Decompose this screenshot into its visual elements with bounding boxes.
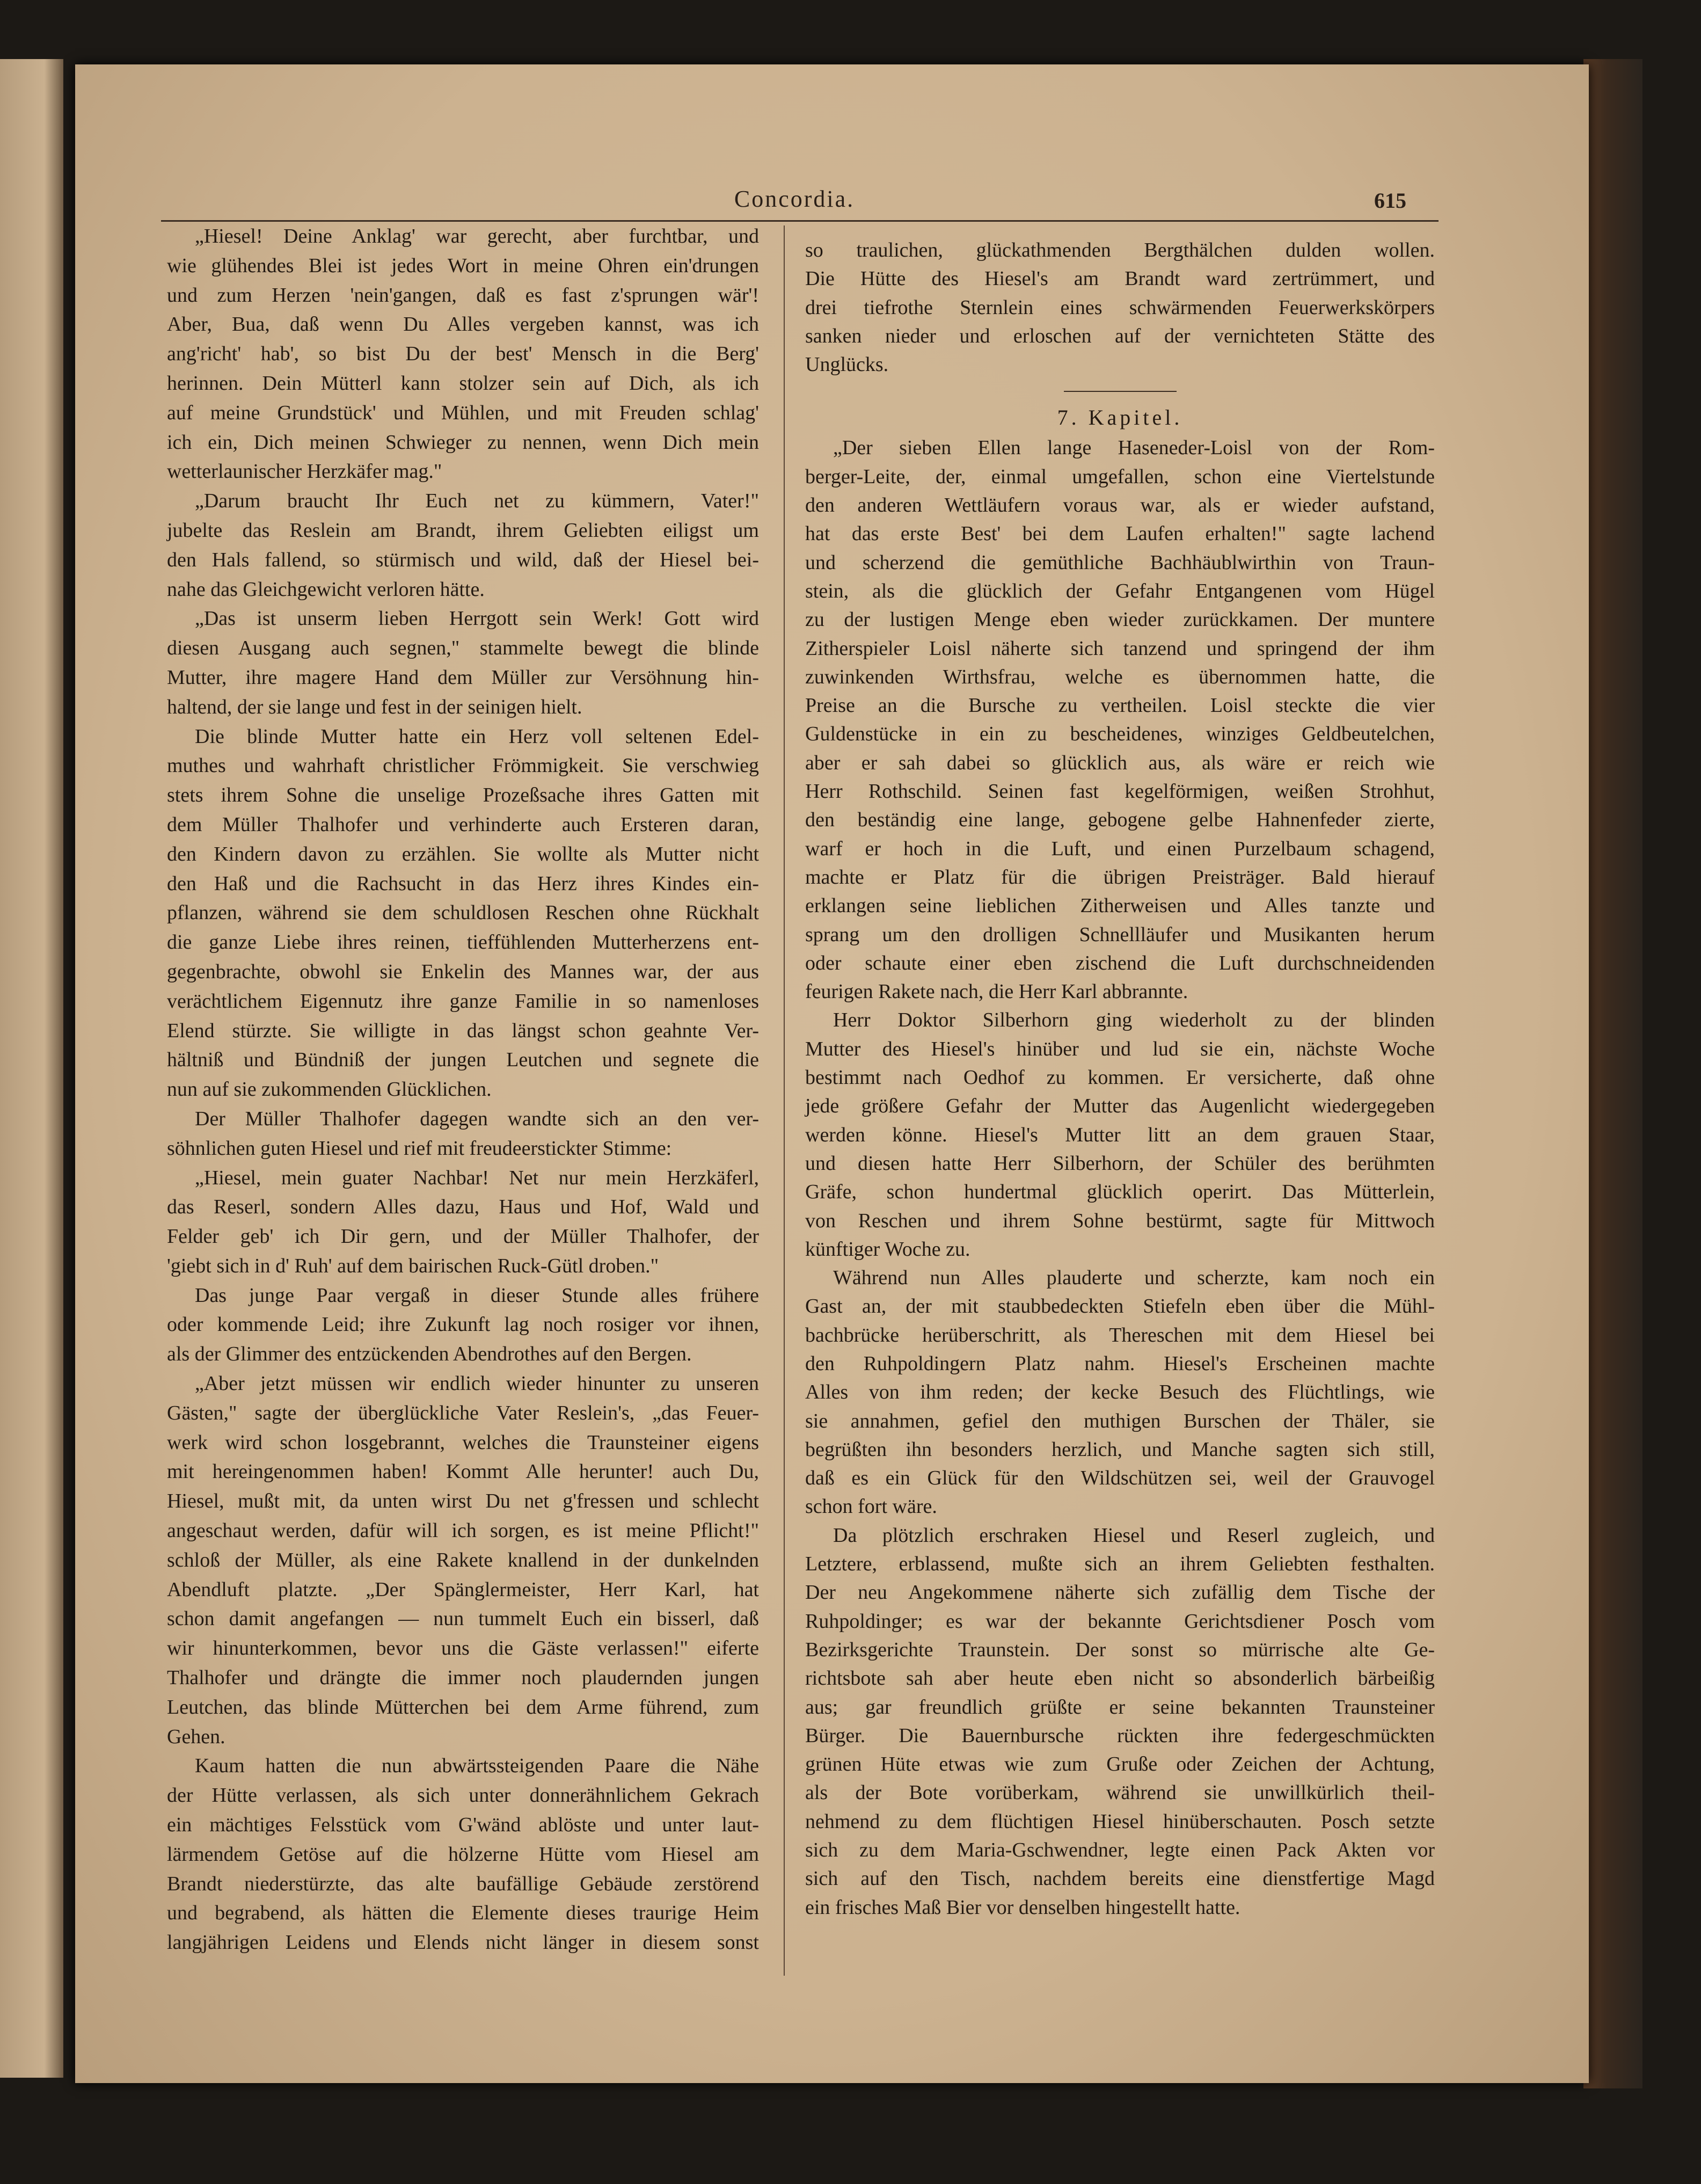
text-line: drei tiefrothe Sternlein eines schwärmenden Feuerwerkskörpers [805, 296, 1435, 319]
text-line: aus; gar freundlich grüßte er seine bekannten Traunsteiner [805, 1695, 1435, 1719]
text-line: „Aber jetzt müssen wir endlich wieder hinunter zu unseren [195, 1372, 759, 1395]
text-line: pflanzen, während sie dem schuldlosen Reschen ohne Rückhalt [167, 901, 759, 924]
text-line: Der Müller Thalhofer dagegen wandte sich an den ver- [195, 1107, 759, 1130]
text-line: Letztere, erblassend, mußte sich an ihrem Geliebten festhalten. [805, 1553, 1435, 1576]
text-line: Ruhpoldinger; es war der bekannte Gerichtsdiener Posch vom [805, 1610, 1435, 1633]
text-line: stets ihrem Sohne die unselige Prozeßsache ihres Gatten mit [167, 784, 759, 807]
text-line: hat das erste Best' bei dem Laufen erhalten!" sagte lachend [805, 522, 1435, 545]
text-line: berger-Leite, der, einmal umgefallen, schon eine Viertelstunde [805, 465, 1435, 488]
paragraph [167, 1281, 759, 1369]
section-separator [1064, 391, 1177, 392]
text-line: zu der lustigen Menge eben wieder zurückkamen. Der muntere [805, 608, 1435, 631]
text-line: Guldenstücke in ein zu bescheidenes, winziges Geldbeutelchen, [805, 723, 1435, 746]
text-line: sanken nieder und erloschen auf der vernichteten Stätte des [805, 324, 1435, 347]
text-line: Mutter des Hiesel's hinüber und lud sie ein, nächste Woche [805, 1037, 1435, 1060]
text-line: sich zu dem Maria-Gschwendner, legte einen Pack Akten vor [805, 1839, 1435, 1862]
text-line: den Haß und die Rachsucht in das Herz ihres Kindes ein- [167, 872, 759, 895]
text-line: den Kindern davon zu erzählen. Sie wollte als Mutter nicht [167, 842, 759, 865]
text-line: schon fort wäre. [805, 1495, 937, 1518]
text-line: diesen Ausgang auch segnen," stammelte bewegt die blinde [167, 637, 759, 660]
text-line: hältniß und Bündniß der jungen Leutchen und segnete die [167, 1049, 759, 1072]
text-line: wir hinunterkommen, bevor uns die Gäste verlassen!" eiferte [167, 1637, 759, 1660]
text-line: Hiesel, mußt mit, da unten wirst Du net g'fressen und schlecht [167, 1490, 759, 1513]
text-line: Das junge Paar vergaß in dieser Stunde alles frühere [195, 1284, 759, 1307]
text-line: jubelte das Reslein am Brandt, ihrem Geliebten eiligst um [167, 519, 759, 542]
paragraph [167, 1163, 759, 1281]
text-line: werk wird schon losgebrannt, welches die Traunsteiner eigens [167, 1431, 759, 1454]
text-line: „Hiesel, mein guater Nachbar! Net nur mein Herzkäferl, [195, 1166, 759, 1189]
text-line: angeschaut werden, dafür will ich sorgen, es ist meine Pflicht!" [167, 1519, 759, 1542]
text-line: herinnen. Dein Mütterl kann stolzer sein auf Dich, als ich [167, 372, 759, 395]
text-line: Zitherspieler Loisl näherte sich tanzend und springend der ihm [805, 637, 1435, 660]
text-line: Die Hütte des Hiesel's am Brandt ward zertrümmert, und [805, 267, 1435, 290]
page-number: 615 [1374, 188, 1406, 213]
text-line: daß es ein Glück für den Wildschützen sei, weil der Grauvogel [805, 1467, 1435, 1490]
text-line: grünen Hüte etwas wie zum Gruße oder Zeichen der Achtung, [805, 1753, 1435, 1776]
text-line: ein frisches Maß Bier vor denselben hingestellt hatte. [805, 1896, 1240, 1919]
text-line: erklangen seine lieblichen Zitherweisen und Alles tanzte und [805, 894, 1435, 918]
chapter-heading: 7. Kapitel. [1057, 405, 1183, 430]
text-line: Felder geb' ich Dir gern, und der Müller Thalhofer, der [167, 1225, 759, 1248]
text-line: verächtlichem Eigennutz ihre ganze Familie in so namenloses [167, 989, 759, 1013]
text-line: als der Bote vorüberkam, während sie unwillkürlich theil- [805, 1781, 1435, 1804]
text-line: wie glühendes Blei ist jedes Wort in meine Ohren ein'drungen [167, 254, 759, 277]
text-line: Thalhofer und drängte die immer noch plaudernden jungen [167, 1666, 759, 1690]
text-line: schloß der Müller, als eine Rakete knallend in der dunkelnden [167, 1548, 759, 1571]
text-line: lärmendem Getöse auf die hölzerne Hütte vom Hiesel am [167, 1843, 759, 1866]
right-column [805, 236, 1435, 1922]
text-line: werden könne. Hiesel's Mutter litt an dem grauen Staar, [805, 1123, 1435, 1146]
text-line: den anderen Wettläufern voraus war, als er wieder aufstand, [805, 494, 1435, 517]
text-line: „Darum braucht Ihr Euch net zu kümmern, Vater!" [195, 490, 759, 513]
text-line: warf er hoch in die Luft, und einen Purzelbaum schagend, [805, 837, 1435, 860]
paragraph [167, 604, 759, 722]
text-line: Gästen," sagte der überglückliche Vater Reslein's, „das Feuer- [167, 1401, 759, 1424]
text-line: den Ruhpoldingern Platz nahm. Hiesel's Erscheinen machte [805, 1352, 1435, 1375]
text-line: und scherzend die gemüthliche Bachhäublwirthin von Traun- [805, 551, 1435, 574]
text-line: oder kommende Leid; ihre Zukunft lag noch rosiger vor ihnen, [167, 1313, 759, 1336]
text-line: langjährigen Leidens und Elends nicht länger in diesem sonst [167, 1931, 759, 1954]
text-line: und zum Herzen 'nein'gangen, daß es fast z'sprungen wär'! [167, 283, 759, 307]
text-line: „Hiesel! Deine Anklag' war gerecht, aber furchtbar, und [195, 225, 759, 247]
text-line: feurigen Rakete nach, die Herr Karl abbrannte. [805, 980, 1188, 1003]
text-line: ich ein, Dich meinen Schwieger zu nennen, wenn Dich mein [167, 431, 759, 454]
paragraph [167, 722, 759, 1104]
text-line: stein, als die glücklich der Gefahr Entgangenen vom Hügel [805, 579, 1435, 602]
text-line: richtsbote sah aber heute eben nicht so absonderlich bärbeißig [805, 1667, 1435, 1690]
text-line: wetterlaunischer Herzkäfer mag." [167, 460, 442, 483]
paragraph [167, 222, 759, 486]
paragraph [167, 1369, 759, 1751]
text-line: die ganze Liebe ihres reinen, tieffühlenden Mutterherzens ent- [167, 931, 759, 954]
text-line: den beständig eine lange, gebogene gelbe Hahnenfeder zierte, [805, 809, 1435, 832]
text-line: Der neu Angekommene näherte sich zufällig dem Tische der [805, 1581, 1435, 1604]
chapter-body [805, 434, 1435, 1921]
text-line: auf meine Grundstück' und Mühlen, und mit Freuden schlag' [167, 401, 759, 424]
text-line: „Das ist unserm lieben Herrgott sein Werk! Gott wird [195, 607, 759, 630]
book-binding [1583, 59, 1642, 2088]
text-line: Während nun Alles plauderte und scherzte, kam noch ein [833, 1266, 1435, 1290]
text-line: nehmend zu dem flüchtigen Hiesel hinüberschauten. Posch setzte [805, 1810, 1435, 1833]
text-line: sich auf den Tisch, nachdem bereits eine dienstfertige Magd [805, 1867, 1435, 1890]
text-line: 'giebt sich in d' Ruh' auf dem bairischen Ruck-Gütl droben." [167, 1254, 659, 1277]
text-line: nun auf sie zukommenden Glücklichen. [167, 1078, 492, 1101]
text-line: dem Müller Thalhofer und verhinderte auch Ersteren daran, [167, 813, 759, 836]
text-line: künftiger Woche zu. [805, 1237, 970, 1261]
text-line: Kaum hatten die nun abwärtssteigenden Paare die Nähe [195, 1755, 759, 1778]
text-line: Mutter, ihre magere Hand dem Müller zur Versöhnung hin- [167, 666, 759, 689]
paragraph [805, 1521, 1435, 1922]
paragraph [167, 1751, 759, 1957]
text-line: zuwinkenden Wirthsfrau, welche es übernommen hatte, die [805, 665, 1435, 688]
text-line: Unglücks. [805, 353, 889, 376]
running-header-title: Concordia. [734, 186, 855, 212]
paragraph [805, 434, 1435, 1006]
text-line: das Reserl, sondern Alles dazu, Haus und Hof, Wald und [167, 1196, 759, 1219]
text-line: von Reschen und ihrem Sohne bestürmt, sagte für Mittwoch [805, 1209, 1435, 1232]
text-line: und diesen hatte Herr Silberhorn, der Schüler des berühmten [805, 1152, 1435, 1175]
text-line: den Hals fallend, so stürmisch und wild, daß der Hiesel bei- [167, 548, 759, 571]
text-line: Aber, Bua, daß wenn Du Alles vergeben kannst, was ich [167, 313, 759, 336]
text-line: sie annahmen, gefiel den muthigen Burschen der Thäler, sie [805, 1409, 1435, 1432]
text-line: Gast an, der mit staubbedeckten Stiefeln eben über die Mühl- [805, 1295, 1435, 1318]
text-line: haltend, der sie lange und fest in der seinigen hielt. [167, 695, 582, 718]
text-line: söhnlichen guten Hiesel und rief mit freudeerstickter Stimme: [167, 1137, 672, 1160]
text-line: nahe das Gleichgewicht verloren hätte. [167, 578, 485, 601]
text-line: Gräfe, schon hundertmal glücklich operirt. Das Mütterlein, [805, 1181, 1435, 1204]
text-line: oder schaute einer eben zischend die Luft durchschneidenden [805, 951, 1435, 974]
text-line: mit hereingenommen haben! Kommt Alle herunter! auch Du, [167, 1460, 759, 1483]
text-line: Die blinde Mutter hatte ein Herz voll seltenen Edel- [195, 725, 759, 748]
text-line: so traulichen, glückathmenden Bergthälchen dulden wollen. [805, 239, 1435, 261]
text-line: und begrabend, als hätten die Elemente dieses traurige Heim [167, 1902, 759, 1925]
text-line: sprang um den drolligen Schnellläufer und Musikanten herum [805, 923, 1435, 946]
paragraph [167, 1104, 759, 1163]
paragraph [805, 1264, 1435, 1521]
text-line: ang'richt' hab', so bist Du der best' Mensch in die Berg' [167, 343, 759, 366]
column-divider [784, 225, 785, 1976]
text-line: bestimmt nach Oedhof zu kommen. Er versicherte, daß ohne [805, 1066, 1435, 1089]
text-line: Gehen. [167, 1725, 225, 1748]
text-line: ein mächtiges Felsstück vom G'wänd ablöste und unter laut- [167, 1814, 759, 1837]
continued-paragraph [805, 236, 1435, 379]
text-line: als der Glimmer des entzückenden Abendrothes auf den Bergen. [167, 1343, 692, 1366]
text-line: Leutchen, das blinde Mütterchen bei dem Arme führend, zum [167, 1695, 759, 1719]
text-line: Brandt niederstürzte, das alte baufällige Gebäude zerstörend [167, 1872, 759, 1895]
text-line: machte er Platz für die übrigen Preisträger. Bald hierauf [805, 865, 1435, 889]
text-line: bachbrücke herüberschritt, als Thereschen mit dem Hiesel bei [805, 1323, 1435, 1346]
text-line: Preise an die Bursche zu vertheilen. Loisl steckte die vier [805, 694, 1435, 717]
text-line: Alles von ihm reden; der kecke Besuch des Flüchtlings, wie [805, 1381, 1435, 1404]
text-line: jede größere Gefahr der Mutter das Augenlicht wiedergegeben [805, 1095, 1435, 1118]
text-line: Elend stürzte. Sie willigte in das längst schon geahnte Ver- [167, 1019, 759, 1042]
text-line: Da plötzlich erschraken Hiesel und Reserl zugleich, und [833, 1524, 1435, 1547]
paragraph [167, 486, 759, 604]
text-line: gegenbrachte, obwohl sie Enkelin des Mannes war, der aus [167, 960, 759, 983]
text-line: schon damit angefangen — nun tummelt Euch ein bisserl, daß [167, 1607, 759, 1630]
text-line: Herr Rothschild. Seinen fast kegelförmigen, weißen Strohhut, [805, 780, 1435, 803]
text-line: der Hütte verlassen, als sich unter donnerähnlichem Gekrach [167, 1784, 759, 1807]
text-line: Herr Doktor Silberhorn ging wiederholt zu der blinden [833, 1009, 1435, 1032]
text-line: aber er sah dabei so glücklich aus, als wäre er reich wie [805, 751, 1435, 774]
text-line: Abendluft platzte. „Der Spänglermeister, Herr Karl, hat [167, 1578, 759, 1601]
facing-page-edge [0, 59, 63, 2078]
text-line: begrüßten ihn besonders herzlich, und Manche sagten sich still, [805, 1438, 1435, 1461]
text-line: Bürger. Die Bauernbursche rückten ihre federgeschmückten [805, 1724, 1435, 1747]
paragraph [805, 1006, 1435, 1264]
text-line: Bezirksgerichte Traunstein. Der sonst so mürrische alte Ge- [805, 1638, 1435, 1661]
left-column [167, 222, 759, 1957]
text-line: muthes und wahrhaft christlicher Frömmigkeit. Sie verschwieg [167, 754, 759, 777]
text-line: „Der sieben Ellen lange Haseneder-Loisl von der Rom- [833, 436, 1435, 460]
paragraph [805, 236, 1435, 379]
